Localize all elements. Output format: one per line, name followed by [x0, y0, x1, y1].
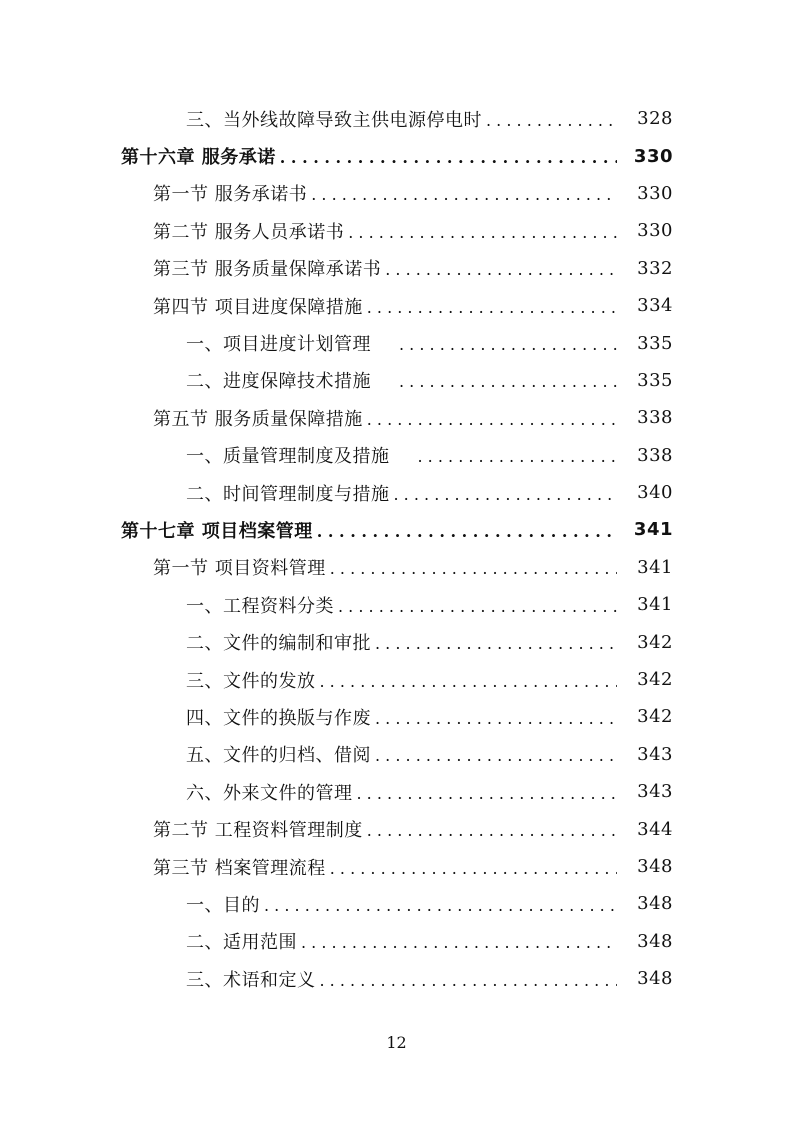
toc-entry-title: 第一节 项目资料管理	[153, 558, 326, 580]
toc-page-number: 348	[637, 893, 673, 915]
toc-section-entry[interactable]	[0, 848, 793, 885]
toc-chapter-entry[interactable]	[0, 137, 793, 174]
toc-subsection-entry[interactable]	[0, 773, 793, 810]
toc-page-number: 348	[637, 856, 673, 877]
toc-page-number: 340	[637, 482, 673, 504]
toc-entry-title: 第五节 服务质量保障措施	[153, 408, 363, 430]
toc-page-number: 341	[637, 556, 673, 578]
toc-page-number: 341	[633, 519, 673, 541]
toc-entry-title: 一、质量管理制度及措施	[186, 446, 390, 468]
toc-entry-title: 一、目的	[186, 894, 260, 916]
toc-section-entry[interactable]	[0, 810, 793, 847]
toc-dot-leader	[418, 449, 618, 465]
toc-page-number: 335	[637, 332, 673, 354]
toc-page-number: 332	[637, 257, 673, 279]
toc-page-number: 343	[637, 743, 673, 765]
toc-dot-leader	[375, 711, 617, 727]
toc-dot-leader	[367, 823, 617, 839]
toc-entry-title: 第二节 工程资料管理制度	[153, 820, 363, 842]
toc-page-number: 335	[637, 369, 673, 391]
toc-subsection-entry[interactable]	[0, 362, 793, 399]
toc-entry-title: 三、术语和定义	[186, 969, 316, 991]
toc-dot-leader	[399, 374, 617, 390]
toc-entry-title: 第三节 档案管理流程	[153, 857, 326, 879]
toc-entry-title: 五、文件的归档、借阅	[186, 745, 371, 767]
toc-subsection-entry[interactable]	[0, 324, 793, 361]
toc-page-number: 348	[637, 968, 673, 990]
toc-entry-title: 第一节 服务承诺书	[153, 184, 308, 206]
toc-page-number: 330	[637, 220, 673, 242]
toc-subsection-entry[interactable]	[0, 885, 793, 922]
toc-page-number: 328	[637, 108, 673, 130]
toc-section-entry[interactable]	[0, 175, 793, 212]
toc-dot-leader	[394, 487, 618, 503]
toc-section-entry[interactable]	[0, 399, 793, 436]
toc-subsection-entry[interactable]	[0, 474, 793, 511]
toc-dot-leader	[330, 561, 617, 577]
toc-dot-leader	[264, 898, 617, 914]
toc-entry-title: 第三节 服务质量保障承诺书	[153, 259, 382, 281]
toc-page-number: 342	[637, 706, 673, 728]
toc-entry-title: 第十七章 项目档案管理	[121, 520, 313, 542]
toc-dot-leader	[338, 599, 617, 615]
toc-page-number: 344	[637, 818, 673, 840]
toc-dot-leader	[320, 674, 618, 690]
toc-page-number: 341	[637, 594, 673, 616]
toc-entry-title: 一、工程资料分类	[186, 595, 334, 617]
toc-dot-leader	[330, 861, 617, 877]
toc-dot-leader	[320, 973, 618, 989]
toc-dot-leader	[317, 524, 617, 540]
toc-entry-title: 二、适用范围	[186, 932, 297, 954]
toc-dot-leader	[357, 786, 618, 802]
toc-entry-title: 一、项目进度计划管理	[186, 334, 371, 356]
toc-page-number: 342	[637, 669, 673, 691]
toc-page-number: 348	[637, 930, 673, 952]
toc-entry-title: 六、外来文件的管理	[186, 782, 353, 804]
toc-page-number: 330	[633, 145, 673, 167]
table-of-contents	[0, 100, 793, 997]
toc-entry-title: 第十六章 服务承诺	[121, 147, 276, 169]
toc-dot-leader	[385, 262, 617, 278]
toc-section-entry[interactable]	[0, 212, 793, 249]
toc-subsection-entry[interactable]	[0, 661, 793, 698]
toc-dot-leader	[375, 636, 617, 652]
toc-entry-title: 三、当外线故障导致主供电源停电时	[186, 109, 482, 131]
toc-entry-title: 第四节 项目进度保障措施	[153, 296, 363, 318]
toc-page-number: 343	[637, 781, 673, 803]
toc-entry-title: 第二节 服务人员承诺书	[153, 221, 345, 243]
toc-dot-leader	[301, 935, 617, 951]
toc-page-number: 338	[637, 407, 673, 429]
toc-dot-leader	[375, 748, 617, 764]
toc-dot-leader	[367, 412, 617, 428]
toc-section-entry[interactable]	[0, 250, 793, 287]
toc-page-number: 334	[637, 295, 673, 317]
toc-entry-title: 四、文件的换版与作废	[186, 707, 371, 729]
toc-page-number: 338	[637, 444, 673, 466]
toc-section-entry[interactable]	[0, 287, 793, 324]
toc-subsection-entry[interactable]	[0, 960, 793, 997]
toc-dot-leader	[486, 113, 617, 129]
toc-dot-leader	[280, 150, 617, 166]
toc-entry-title: 二、文件的编制和审批	[186, 633, 371, 655]
toc-entry-title: 三、文件的发放	[186, 670, 316, 692]
toc-subsection-entry[interactable]	[0, 586, 793, 623]
toc-section-entry[interactable]	[0, 549, 793, 586]
toc-subsection-entry[interactable]	[0, 100, 793, 137]
toc-subsection-entry[interactable]	[0, 623, 793, 660]
toc-subsection-entry[interactable]	[0, 698, 793, 735]
toc-subsection-entry[interactable]	[0, 923, 793, 960]
toc-page-number: 330	[637, 182, 673, 204]
toc-page-number: 342	[637, 631, 673, 653]
toc-dot-leader	[311, 187, 617, 203]
toc-dot-leader	[367, 300, 617, 316]
page-number: 12	[386, 1033, 407, 1052]
toc-subsection-entry[interactable]	[0, 736, 793, 773]
toc-dot-leader	[348, 225, 617, 241]
toc-entry-title: 二、进度保障技术措施	[186, 371, 371, 393]
toc-subsection-entry[interactable]	[0, 437, 793, 474]
toc-dot-leader	[399, 337, 617, 353]
toc-chapter-entry[interactable]	[0, 511, 793, 548]
toc-entry-title: 二、时间管理制度与措施	[186, 483, 390, 505]
